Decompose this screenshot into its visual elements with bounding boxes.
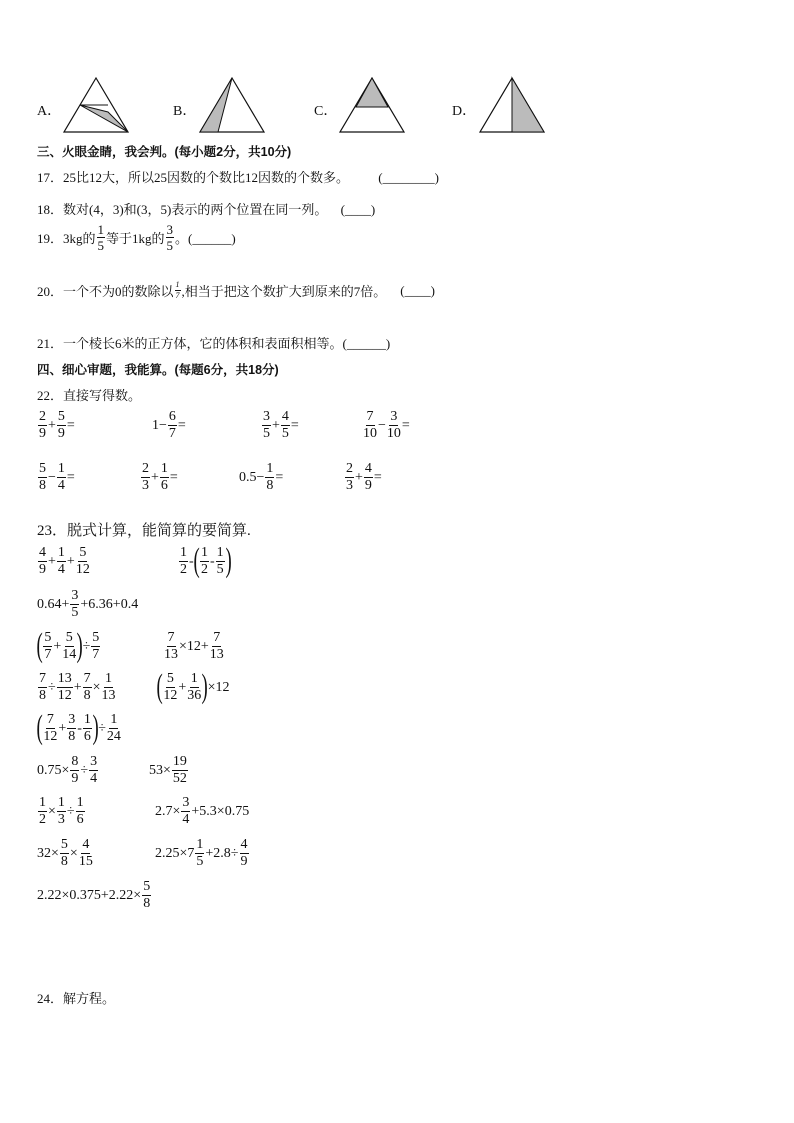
q20 [37, 281, 435, 300]
q17 [37, 167, 439, 186]
option-c-label: C． [314, 104, 338, 119]
q19-fraction-1: 1 5 [97, 222, 105, 253]
q22-item-h: 2 3 + $\frac{4}{9}$ = [346, 461, 382, 493]
q23-expr-15: 2.22×0.375+2.22× $\frac{5}{8}$ [37, 879, 151, 911]
q22-item-c: 3 5 + $\frac{4}{5}$ = [263, 409, 299, 441]
q23-expr-10: 53× $\frac{19}{52}$ [149, 754, 187, 786]
q23-expr-9: 0.75× $\frac{8}{9}$ ÷ $\frac{3}{4}$ [37, 754, 98, 786]
q24-title: 24．解方程。 [37, 991, 116, 1006]
option-a-triangle [62, 76, 130, 134]
q23-title: 23．脱式计算，能简算的要简算. [37, 523, 251, 539]
q19-mid: 等于1kg的 [106, 231, 165, 246]
q23-expr-4: ( 5 7 + $\frac{5}{14}$ ) ÷ $\frac{5}{7}$ [36, 627, 100, 665]
q22-item-e: 5 8 − $\frac{1}{4}$ = [39, 461, 75, 493]
q23-expr-2: 1 2 - ( 1 2 - 1 5 ) [180, 542, 232, 580]
section-3-title: 三、火眼金睛，我会判。(每小题2分，共10分) [37, 145, 292, 159]
q18 [37, 199, 375, 218]
q21: 21．一个棱长6米的正方体，它的体积和表面积相等。(______) [37, 336, 391, 351]
q23-expr-11: $\frac{1}{2}$ × $\frac{1}{3}$ ÷ $\frac{1}{6}$ [39, 795, 84, 827]
q23-expr-1: 4 9 + $\frac{1}{4}$ + $\frac{5}{12}$ [39, 545, 90, 577]
q17-text: 17．25比12大，所以25因数的个数比12因数的个数多。 [37, 170, 350, 185]
q19-fraction-2: 3 5 [166, 222, 174, 253]
q20-blank: (____) [400, 282, 435, 298]
q22-item-d: 7 10 − $\frac{3}{10}$ = [363, 409, 410, 441]
q22-item-a: 2 9 + $\frac{5}{9}$ = [39, 409, 75, 441]
q20-post: ,相当于把这个数扩大到原来的7倍。 [181, 284, 387, 299]
option-d-label: D． [452, 104, 477, 119]
q17-blank: (________) [378, 170, 439, 185]
q19-pre: 19．3kg的 [37, 231, 96, 246]
q20-pre: 20．一个不为0的数除以 [37, 284, 174, 299]
q18-text: 18．数对(4，3)和(3，5)表示的两个位置在同一列。 [37, 202, 328, 217]
q23-expr-5: $\frac{7}{13}$ ×12+ $\frac{7}{13}$ [164, 630, 224, 662]
option-d-triangle [478, 76, 546, 134]
option-b-triangle [198, 76, 266, 134]
option-a-label: A． [37, 104, 62, 119]
q23-expr-14: 2.25×7 1 5 +2.8÷ $\frac{4}{9}$ [155, 837, 248, 869]
q23-expr-8: ( 7 12 + $\frac{3}{8}$ - 1 6 ) ÷ $\frac{1}{24}$ [36, 709, 121, 747]
q22-item-b: 1− $\frac{6}{7}$ = [152, 409, 186, 441]
q20-fraction: 1 7 [175, 280, 180, 300]
q23-expr-13: 32× $\frac{5}{8}$ × $\frac{4}{15}$ [37, 837, 93, 869]
q23-expr-3: 0.64+ $\frac{3}{5}$ +6.36+0.4 [37, 588, 139, 620]
option-b-label: B． [173, 104, 197, 119]
q23-expr-6: $\frac{7}{8}$ ÷ $\frac{13}{12}$ + $\frac{7}{8}$ × $\frac{1}{13}$ [39, 671, 116, 703]
q23-expr-7: ( 5 12 + $\frac{1}{36}$ ) ×12 [156, 668, 230, 706]
q22-item-f: 2 3 + $\frac{1}{6}$ = [142, 461, 178, 493]
q23-expr-12: 2.7× $\frac{3}{4}$ +5.3×0.75 [155, 795, 250, 827]
q19-post: 。(______) [175, 231, 236, 246]
q19 [37, 223, 236, 252]
q22-item-g: 0.5− $\frac{1}{8}$ = [239, 461, 284, 493]
q18-blank: (____) [340, 202, 376, 217]
option-c-triangle [338, 76, 406, 134]
section-4-title: 四、细心审题，我能算。(每题6分，共18分) [37, 363, 279, 377]
q22-title: 22．直接写得数。 [37, 388, 142, 403]
